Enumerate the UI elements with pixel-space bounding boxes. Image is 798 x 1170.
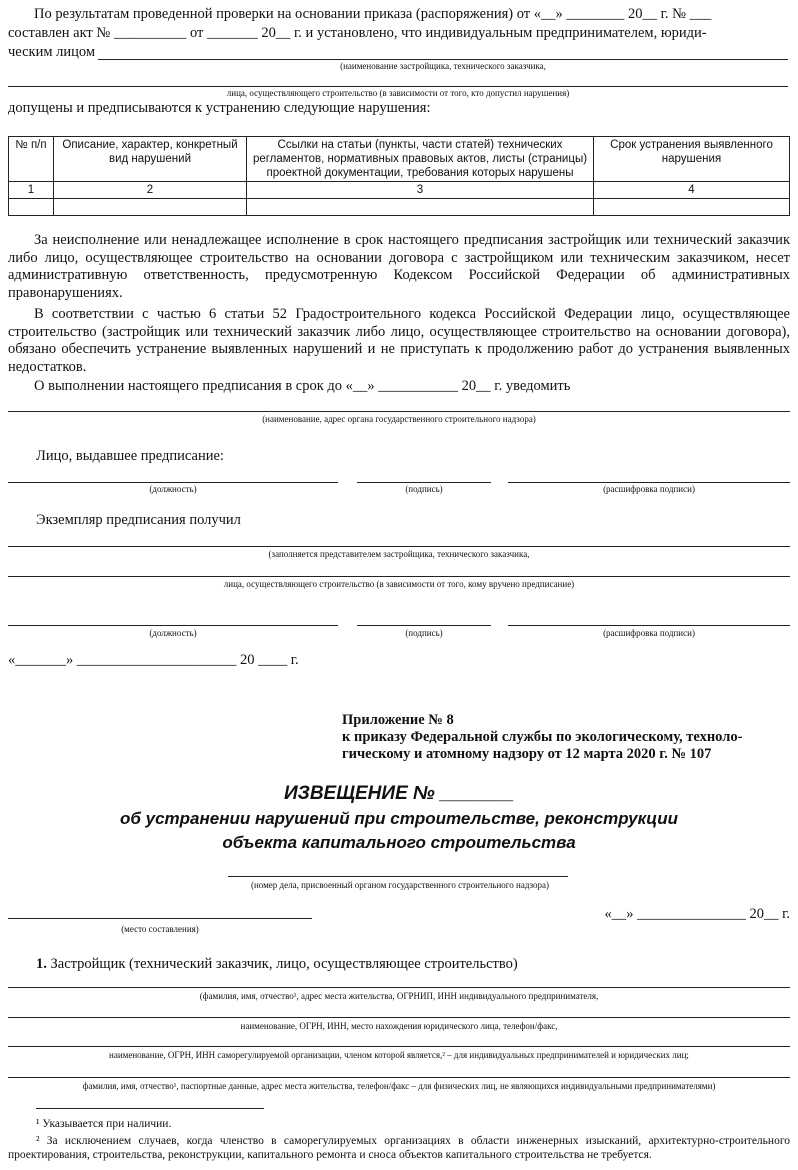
fill-line (357, 625, 491, 626)
table-header-cell: Срок устранения выявленного нарушения (594, 137, 790, 182)
table-row (9, 199, 790, 216)
table-cell: 2 (54, 182, 247, 199)
table-header-cell: Ссылки на статьи (пункты, части статей) технических регламентов, нормативных правовых актов, листы (страницы) проектной документации, требования которых нарушены (247, 137, 594, 182)
fill-line (357, 482, 491, 483)
section-title: Застройщик (технический заказчик, лицо, осуществляющее строительство) (50, 956, 518, 972)
table-header-cell: Описание, характер, конкретный вид нарушений (54, 137, 247, 182)
notice-subtitle-1: об устранении нарушений при строительстве, реконструкции (119, 809, 678, 828)
intro-line-4: допущены и предписываются к устранению следующие нарушения: (8, 100, 431, 116)
violations-table (8, 136, 790, 216)
section-number: 1. (36, 956, 47, 972)
fill-line (8, 1077, 790, 1078)
fill-line (8, 546, 790, 547)
decoding-caption: (расшифровка подписи) (603, 484, 695, 494)
receiver-caption-1: (заполняется представителем застройщика, технического заказчика, (268, 549, 530, 559)
fill-line (8, 625, 338, 626)
section-1-caption-3: наименование, ОГРН, ИНН саморегулируемой организации, членом которой является,² – для индивидуальных предпринимателей и юридических лиц; (109, 1050, 689, 1060)
appendix-number: Приложение № 8 (342, 712, 454, 728)
issuer-label: Лицо, выдавшее предписание: (36, 448, 224, 464)
table-cell: 4 (594, 182, 790, 199)
intro-caption-1: (наименование застройщика, технического заказчика, (340, 61, 546, 71)
footnote-2: ² За исключением случаев, когда членство в саморегулируемых организациях в области инженерных изысканий, архитектурно-строительного проектирования, строительства, реконструкции, капитального ремонта и сноса объектов капитального строительства не требуется. (8, 1135, 790, 1161)
place-caption: (место составления) (121, 924, 199, 934)
fill-line (508, 625, 790, 626)
section-1-caption-4: фамилия, имя, отчество¹, паспортные данные, адрес места жительства, телефон/факс – для физических лиц, не являющихся индивидуальными предпринимателями) (82, 1081, 716, 1091)
obligation-paragraph: В соответствии с частью 6 статьи 52 Градостроительного кодекса Российской Федерации лицо, осуществляющее строительство (застройщик или технический заказчик либо лицо, осуществляющее строительство на основании договора), обязано обеспечить устранение выявленных нарушений и не приступать к продолжению работ до устранения выявленных недостатков. (8, 306, 790, 375)
intro-line-2: составлен акт № __________ от _______ 20__ г. и установлено, что индивидуальным предпринимателем, юриди- (8, 25, 707, 41)
receiver-label: Экземпляр предписания получил (36, 512, 241, 528)
intro-line-3: ческим лицом (8, 44, 96, 60)
footnote-separator (36, 1108, 264, 1109)
appendix-line-2: к приказу Федеральной службы по экологическому, техноло- (342, 729, 743, 745)
table-cell (54, 199, 247, 216)
signature-caption: (подпись) (405, 628, 443, 638)
position-caption: (должность) (149, 628, 197, 638)
decoding-caption: (расшифровка подписи) (603, 628, 695, 638)
fill-line (8, 918, 312, 919)
table-row (9, 182, 790, 199)
receiver-caption-2: лица, осуществляющего строительство (в зависимости от того, кому вручено предписание) (223, 579, 575, 589)
table-cell (9, 199, 54, 216)
table-header-cell: № п/п (9, 137, 54, 182)
organ-caption: (наименование, адрес органа государственного строительного надзора) (262, 414, 536, 424)
fill-line (8, 482, 338, 483)
section-1-heading (36, 956, 518, 974)
notify-line: О выполнении настоящего предписания в срок до «__» ___________ 20__ г. уведомить (34, 378, 571, 394)
section-1-caption-2: наименование, ОГРН, ИНН, место нахождения юридического лица, телефон/факс, (240, 1021, 558, 1031)
section-1-caption-1: (фамилия, имя, отчество¹, адрес места жительства, ОГРНИП, ИНН индивидуального предпринимателя, (199, 991, 599, 1001)
notice-subtitle-2: объекта капитального строительства (222, 833, 576, 852)
table-cell (594, 199, 790, 216)
receipt-date: «_______» ______________________ 20 ____ г. (8, 652, 299, 668)
footnote-1: ¹ Указывается при наличии. (36, 1118, 172, 1130)
fill-line (98, 59, 788, 60)
appendix-line-3: гическому и атомному надзору от 12 марта 2020 г. № 107 (342, 746, 712, 762)
signature-caption: (подпись) (405, 484, 443, 494)
fill-line (8, 1017, 790, 1018)
table-cell: 3 (247, 182, 594, 199)
fill-line (8, 1046, 790, 1047)
liability-paragraph: За неисполнение или ненадлежащее исполнение в срок настоящего предписания застройщик или технический заказчик либо лицо, осуществляющее строительство на основании договора с застройщиком или техническим заказчиком, несет административную ответственность, предусмотренную Кодексом Российской Федерации об административных правонарушениях. (8, 232, 790, 301)
fill-line (228, 876, 568, 877)
case-number-caption: (номер дела, присвоенный органом государственного строительного надзора) (250, 880, 550, 890)
table-header-row (9, 137, 790, 182)
notice-title: ИЗВЕЩЕНИЕ № _______ (283, 783, 515, 804)
position-caption: (должность) (149, 484, 197, 494)
table-cell (247, 199, 594, 216)
fill-line (8, 576, 790, 577)
fill-line (8, 86, 788, 87)
fill-line (8, 411, 790, 412)
fill-line (508, 482, 790, 483)
fill-line (8, 987, 790, 988)
intro-line-1: По результатам проведенной проверки на основании приказа (распоряжения) от «__» ________ 20__ г. № ___ (34, 6, 712, 22)
notice-date: «__» _______________ 20__ г. (604, 906, 790, 922)
intro-caption-2: лица, осуществляющего строительство (в зависимости от того, кто допустил нарушения) (226, 88, 570, 98)
table-cell: 1 (9, 182, 54, 199)
